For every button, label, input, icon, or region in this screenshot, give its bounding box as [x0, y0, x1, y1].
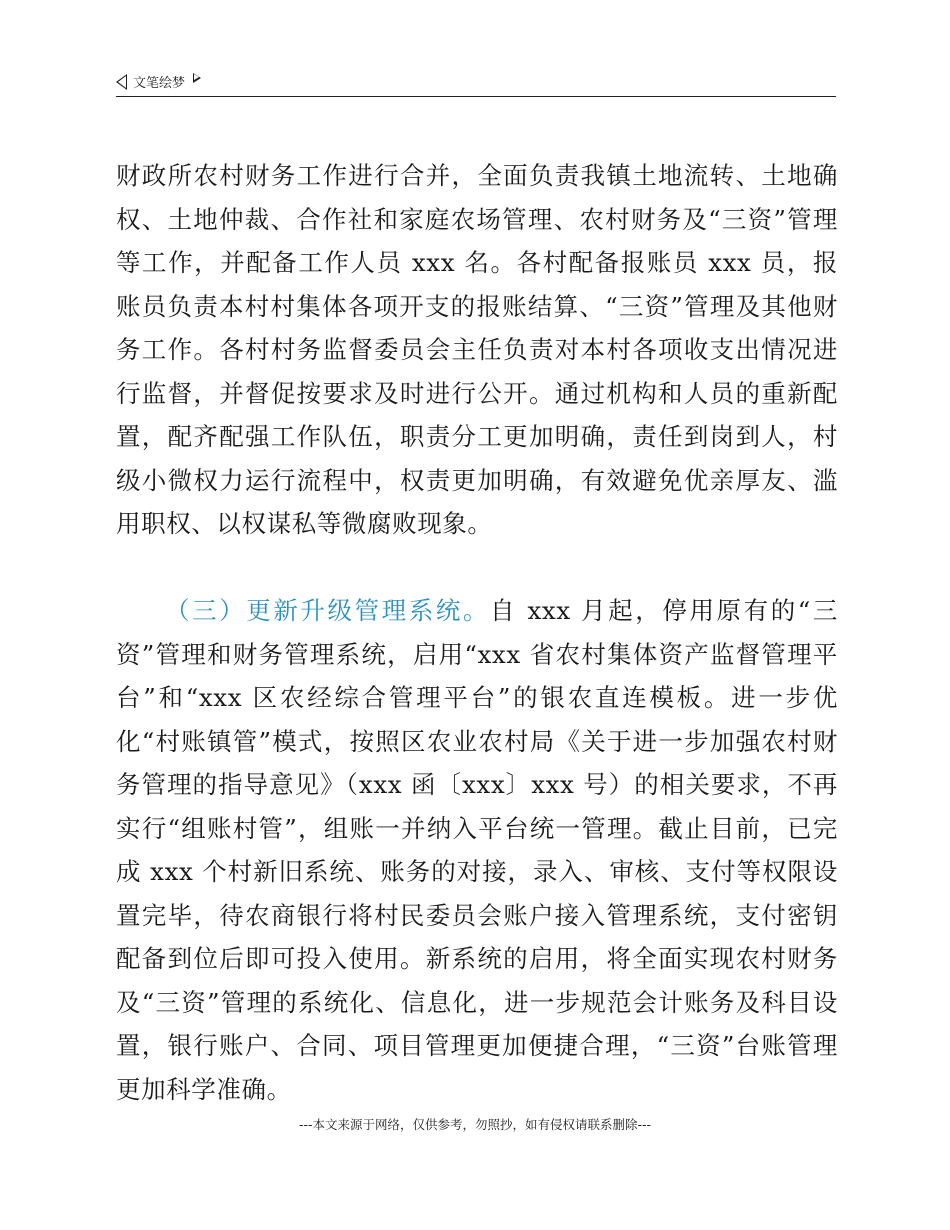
section-heading: （三）更新升级管理系统。 [165, 596, 491, 625]
paragraph-1: 财政所农村财务工作进行合并，全面负责我镇土地流转、土地确权、土地仲裁、合作社和家庭农场管理、农村财务及“三资”管理等工作，并配备工作人员 xxx 名。各村配备报账员 xxx 员，报账员负责本村村集体各项开支的报账结算、“三资”管理及其他财务工作。各村村务监督委员会主任负责对本村各项收支出情况进行监督，并督促按要求及时进行公开。通过机构和人员的重新配置，配齐配强工作队伍，职责分工更加明确，责任到岗到人，村级小微权力运行流程中，权责更加明确，有效避免优亲厚友、滥用职权、以权谋私等微腐败现象。 [116, 161, 838, 538]
document-body [116, 154, 838, 1111]
brand-name: 文笔绘梦 [133, 76, 186, 91]
brand-logo [116, 72, 201, 91]
footer-notice: ---本文来源于网络，仅供参考，勿照抄，如有侵权请联系删除--- [298, 1117, 652, 1132]
right-triangle-icon [193, 73, 201, 83]
paragraph-2 [116, 589, 838, 1111]
left-triangle-icon [116, 74, 127, 90]
paragraph-2-body: 自 xxx 月起，停用原有的“三资”管理和财务管理系统，启用“xxx 省农村集体资产监督管理平台”和“xxx 区农经综合管理平台”的银农直连模板。进一步优化“村账镇管”模式，按照区农业农村局《关于进一步加强农村财务管理的指导意见》（xxx 函〔xxx〕xxx 号）的相关要求，不再实行“组账村管”，组账一并纳入平台统一管理。截止目前，已完成 xxx 个村新旧系统、账务的对接，录入、审核、支付等权限设置完毕，待农商银行将村民委员会账户接入管理系统，支付密钥配备到位后即可投入使用。新系统的启用，将全面实现农村财务及“三资”管理的系统化、信息化，进一步规范会计账务及科目设置，银行账户、合同、项目管理更加便捷合理，“三资”台账管理更加科学准确。 [116, 596, 839, 1104]
page-header [116, 70, 836, 97]
